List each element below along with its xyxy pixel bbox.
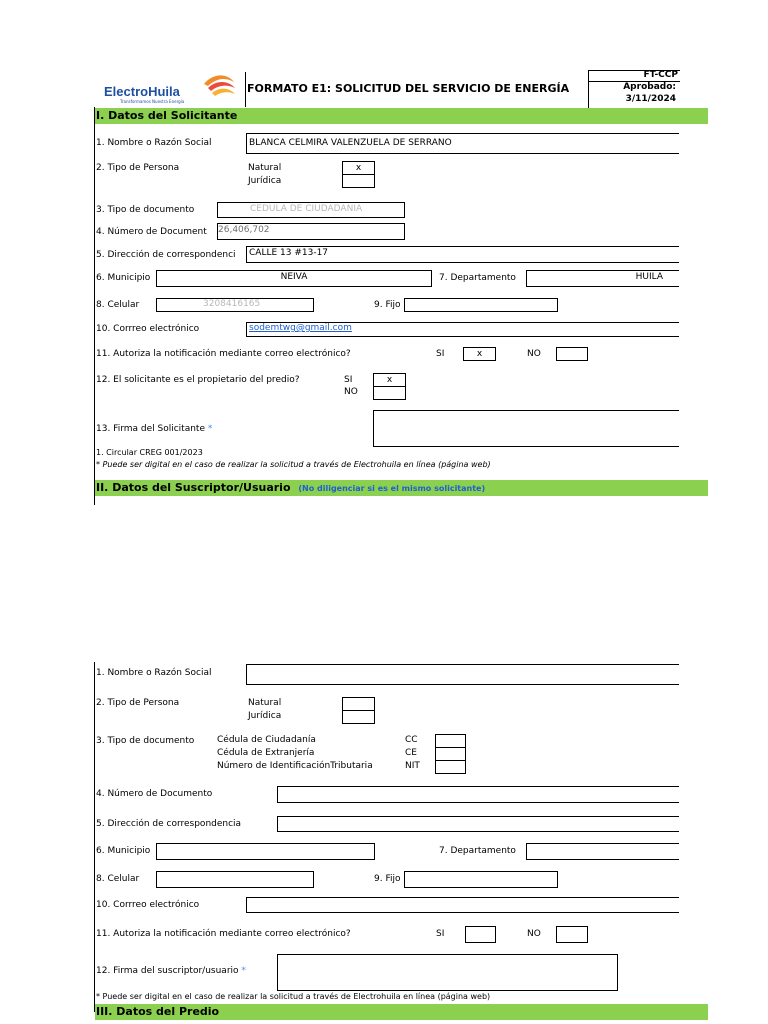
s1-juridica-label: Jurídica [248, 176, 282, 186]
s2-nit-checkbox[interactable] [435, 760, 466, 774]
s1-address-field[interactable]: CALLE 13 #13-17 [246, 246, 679, 263]
section-2-header [95, 480, 708, 496]
s1-owner-si-label: SI [344, 375, 353, 385]
s1-firma-label-text: 13. Firma del Solicitante [96, 424, 205, 434]
s2-doc-type-label: 3. Tipo de documento [96, 736, 195, 746]
s1-owner-label: 12. El solicitante es el propietario del predio? [96, 375, 300, 385]
s1-natural-mark: x [355, 163, 362, 173]
s2-departamento-field[interactable] [526, 843, 679, 860]
section-2-title-wrap [96, 481, 485, 494]
s1-owner-si-mark: x [386, 375, 393, 385]
s2-celular-field[interactable] [156, 871, 314, 888]
s2-notify-si-checkbox[interactable] [465, 926, 496, 943]
s2-municipio-label: 6. Municipio [96, 846, 151, 856]
approved-date: 3/11/2024 [625, 94, 676, 104]
s1-municipio-label: 6. Municipio [96, 273, 151, 283]
s2-municipio-field[interactable] [156, 843, 375, 860]
s1-notify-si-mark: x [476, 349, 483, 359]
electrohuila-logo [104, 72, 238, 104]
s2-firma-star: * [241, 966, 246, 976]
s1-email-label: 10. Corrreo electrónico [96, 324, 200, 334]
form-title: FORMATO E1: SOLICITUD DEL SERVICIO DE ENERGÍA [247, 82, 570, 95]
s2-nit-code: NIT [405, 761, 420, 771]
s2-name-field[interactable] [246, 664, 679, 685]
s2-doc-number-label: 4. Número de Documento [96, 789, 213, 799]
s1-doc-type-field[interactable]: CEDULA DE CIUDADANIA [217, 202, 405, 218]
s2-notify-si-label: SI [436, 929, 445, 939]
section-3-header [95, 1004, 708, 1020]
s2-ce-code: CE [405, 748, 417, 758]
s1-natural-checkbox[interactable] [342, 161, 375, 175]
s2-name-label: 1. Nombre o Razón Social [96, 668, 212, 678]
s1-owner-si-checkbox[interactable] [373, 373, 406, 387]
s1-fijo-label: 9. Fijo [374, 300, 401, 310]
s2-doc-cc-label: Cédula de Ciudadanía [217, 735, 316, 745]
logo-tagline: Transformamos Nuestra Energía [120, 99, 185, 104]
s2-address-field[interactable] [277, 816, 679, 832]
s1-email-field[interactable]: sodemtwg@gmail.com [246, 322, 679, 337]
s2-email-field[interactable] [246, 897, 679, 913]
s1-departamento-field[interactable]: HUILA [526, 270, 679, 287]
s2-address-label: 5. Dirección de correspondencia [96, 819, 242, 829]
s2-cc-code: CC [405, 735, 418, 745]
s2-doc-number-field[interactable] [277, 786, 679, 803]
section-1-title: I. Datos del Solicitante [96, 109, 238, 122]
s2-ce-checkbox[interactable] [435, 747, 466, 761]
s1-firma-box[interactable] [373, 410, 679, 447]
s2-doc-ce-label: Cédula de Extranjería [217, 748, 315, 758]
approved-label: Aprobado: [623, 82, 676, 92]
s1-doc-type-label: 3. Tipo de documento [96, 205, 195, 215]
s2-natural-label: Natural [248, 698, 282, 708]
s1-doc-number-label: 4. Número de Document [96, 227, 207, 237]
s1-firma-star: * [207, 424, 213, 434]
s1-notify-si-label: SI [436, 349, 445, 359]
s2-note-digital: * Puede ser digital en el caso de realizar la solicitud a través de Electrohuila en línea (página web) [96, 992, 491, 1001]
s1-name-label: 1. Nombre o Razón Social [96, 138, 212, 148]
s2-notify-label: 11. Autoriza la notificación mediante correo electrónico? [96, 929, 351, 939]
s2-firma-label-text: 12. Firma del suscriptor/usuario [96, 966, 239, 976]
s2-firma-label [96, 966, 246, 976]
s2-doc-nit-label: Número de IdentificaciónTributaria [217, 761, 373, 771]
logo-text: ElectroHuila [104, 84, 180, 99]
s1-fijo-field[interactable] [404, 298, 558, 312]
s1-celular-field[interactable]: 3208416165 [156, 298, 314, 312]
section-3-title: III. Datos del Predio [96, 1005, 220, 1018]
s2-juridica-label: Jurídica [248, 711, 282, 721]
s1-owner-no-label: NO [344, 387, 358, 397]
s1-notify-no-label: NO [527, 349, 541, 359]
s1-juridica-checkbox[interactable] [342, 174, 375, 188]
s2-departamento-label: 7. Departamento [439, 846, 516, 856]
s2-notify-no-label: NO [527, 929, 541, 939]
s2-cc-checkbox[interactable] [435, 734, 466, 748]
s1-departamento-label: 7. Departamento [439, 273, 516, 283]
s1-note-digital: * Puede ser digital en el caso de realizar la solicitud a través de Electrohuila en línea (página web) [96, 460, 491, 469]
s1-celular-label: 8. Celular [96, 300, 140, 310]
s1-name-field[interactable]: BLANCA CELMIRA VALENZUELA DE SERRANO [246, 133, 679, 154]
section-2-title: II. Datos del Suscriptor/Usuario [96, 481, 291, 494]
s2-person-type-label: 2. Tipo de Persona [96, 698, 180, 708]
s1-address-label: 5. Dirección de correspondenci [96, 250, 236, 260]
section-1-header [95, 108, 708, 124]
s1-person-type-label: 2. Tipo de Persona [96, 163, 180, 173]
s2-notify-no-checkbox[interactable] [556, 926, 588, 943]
s2-natural-checkbox[interactable] [342, 697, 375, 711]
section-2-title-note: (No diligenciar si es el mismo solicitante) [298, 484, 486, 493]
s2-celular-label: 8. Celular [96, 874, 140, 884]
s1-note-creg: 1. Circular CREG 001/2023 [96, 448, 203, 457]
form-code: FT-CCP [643, 70, 678, 80]
s1-owner-no-checkbox[interactable] [373, 386, 406, 400]
s1-doc-number-field[interactable]: 26,406,702 [217, 223, 405, 240]
s2-fijo-label: 9. Fijo [374, 874, 401, 884]
s2-email-label: 10. Corrreo electrónico [96, 900, 200, 910]
s2-fijo-field[interactable] [404, 871, 558, 888]
s1-notify-no-checkbox[interactable] [556, 347, 588, 361]
s2-firma-box[interactable] [277, 954, 618, 991]
s1-firma-label [96, 424, 212, 434]
s1-notify-si-checkbox[interactable] [463, 347, 496, 361]
s1-natural-label: Natural [248, 163, 282, 173]
s2-juridica-checkbox[interactable] [342, 710, 375, 724]
s1-notify-label: 11. Autoriza la notificación mediante correo electrónico? [96, 349, 351, 359]
s1-municipio-field[interactable]: NEIVA [156, 270, 432, 287]
